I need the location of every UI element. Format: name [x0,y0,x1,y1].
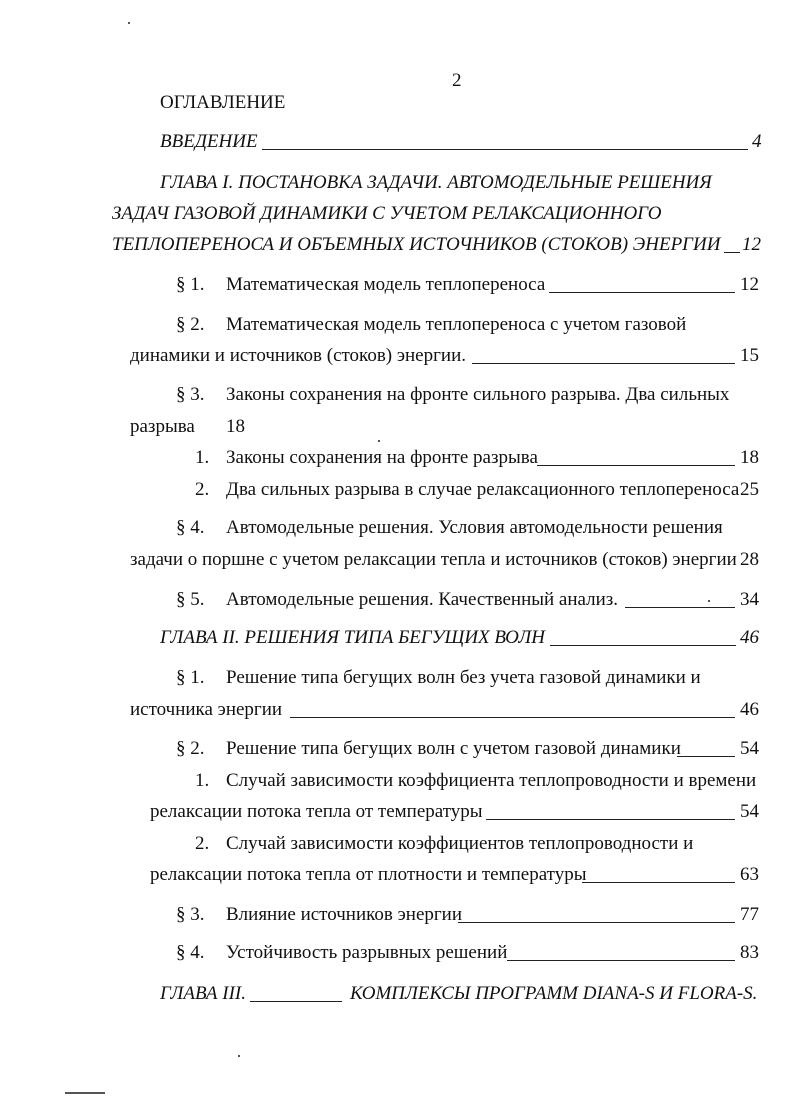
leader-line [549,292,735,293]
leader-line [486,819,735,820]
ch2-section2-page: 54 [740,738,759,759]
leader-line [677,756,735,757]
ch2-s2-sub2-title-line1: Случай зависимости коэффициентов теплопроводности и [226,833,694,854]
ch1-s3-sub2-page: 25 [740,479,759,500]
leader-line [458,922,735,923]
ch2-section2-num: § 2. [176,738,205,759]
ch2-section2-title: Решение типа бегущих волн с учетом газовой динамики [226,738,681,759]
ch1-section3-num: § 3. [176,384,205,405]
chapter3-label: ГЛАВА III. [160,983,247,1004]
leader-line [537,465,735,466]
ch1-section5-title: Автомодельные решения. Качественный анализ. [226,589,619,610]
ch1-section5-page: 34 [740,589,759,610]
ch1-section4-title-line2: задачи о поршне с учетом релаксации тепла и источников (стоков) энергии [130,549,737,570]
toc-title: ОГЛАВЛЕНИЕ [160,92,286,113]
chapter1-title-line3: ТЕПЛОПЕРЕНОСА И ОБЪЕМНЫХ ИСТОЧНИКОВ (СТОКОВ) ЭНЕРГИИ [112,234,721,255]
ch1-section5-num: § 5. [176,589,205,610]
chapter1-title-line2: ЗАДАЧ ГАЗОВОЙ ДИНАМИКИ С УЧЕТОМ РЕЛАКСАЦИОННОГО [112,203,662,224]
ch2-section1-page: 46 [740,699,759,720]
ch1-section2-page: 15 [740,345,759,366]
ch2-section3-title: Влияние источников энергии [226,904,463,925]
ch1-section4-title-line1: Автомодельные решения. Условия автомодельности решения [226,517,723,538]
ch1-section2-title-line2: динамики и источников (стоков) энергии. [130,345,466,366]
ch2-s2-sub2-num: 2. [195,833,210,854]
leader-line [724,252,740,253]
ch2-section4-title: Устойчивость разрывных решений [226,942,508,963]
ch1-section4-num: § 4. [176,517,205,538]
leader-line [625,607,735,608]
chapter2-page: 46 [740,627,759,648]
ch1-section3-page: 18 [226,416,245,437]
scan-speck [378,440,380,442]
ch2-section3-num: § 3. [176,904,205,925]
ch1-section4-page: 28 [740,549,759,570]
leader-line [582,882,735,883]
leader-line [290,717,735,718]
toc-entry-intro-label: ВВЕДЕНИЕ [160,131,258,152]
ch2-s2-sub1-title-line1: Случай зависимости коэффициента теплопроводности и времени [226,770,757,791]
leader-line [262,149,748,150]
ch1-s3-sub2-num: 2. [195,479,210,500]
ch1-section1-title: Математическая модель теплопереноса [226,274,546,295]
ch1-s3-sub2-title: Два сильных разрыва в случае релаксационного теплопереноса [226,479,740,500]
ch2-s2-sub2-page: 63 [740,864,759,885]
ch2-s2-sub1-num: 1. [195,770,210,791]
leader-line [250,1001,342,1002]
ch1-s3-sub1-title: Законы сохранения на фронте разрыва [226,447,538,468]
ch2-section1-title-line2: источника энергии [130,699,283,720]
ch1-s3-sub1-num: 1. [195,447,210,468]
ch2-section1-title-line1: Решение типа бегущих волн без учета газовой динамики и [226,667,701,688]
ch1-s3-sub1-page: 18 [740,447,759,468]
ch1-section3-title-line1: Законы сохранения на фронте сильного разрыва. Два сильных [226,384,730,405]
leader-line [550,645,736,646]
ch1-section2-num: § 2. [176,314,205,335]
ch2-section4-page: 83 [740,942,759,963]
leader-line [472,363,735,364]
chapter1-page: 12 [742,234,761,255]
ch2-s2-sub1-page: 54 [740,801,759,822]
scan-speck [128,22,130,24]
ch2-section1-num: § 1. [176,667,205,688]
chapter1-title-line1: ГЛАВА I. ПОСТАНОВКА ЗАДАЧИ. АВТОМОДЕЛЬНЫЕ РЕШЕНИЯ [160,172,712,193]
ch1-section1-page: 12 [740,274,759,295]
chapter3-title: КОМПЛЕКСЫ ПРОГРАММ DIANA-S И FLORA-S. [350,983,758,1004]
scan-speck [238,1055,240,1057]
ch1-section1-num: § 1. [176,274,205,295]
ch2-section3-page: 77 [740,904,759,925]
ch2-section4-num: § 4. [176,942,205,963]
toc-entry-intro-page: 4 [752,131,762,152]
ch2-s2-sub2-title-line2: релаксации потока тепла от плотности и температуры [150,864,587,885]
ch2-s2-sub1-title-line2: релаксации потока тепла от температуры [150,801,483,822]
page-number: 2 [452,70,462,91]
chapter2-title: ГЛАВА II. РЕШЕНИЯ ТИПА БЕГУЩИХ ВОЛН [160,627,545,648]
leader-line [507,960,735,961]
ch1-section2-title-line1: Математическая модель теплопереноса с учетом газовой [226,314,687,335]
ch1-section3-title-line2: разрыва [130,416,195,437]
scan-speck [708,600,710,602]
scan-mark [65,1092,105,1094]
